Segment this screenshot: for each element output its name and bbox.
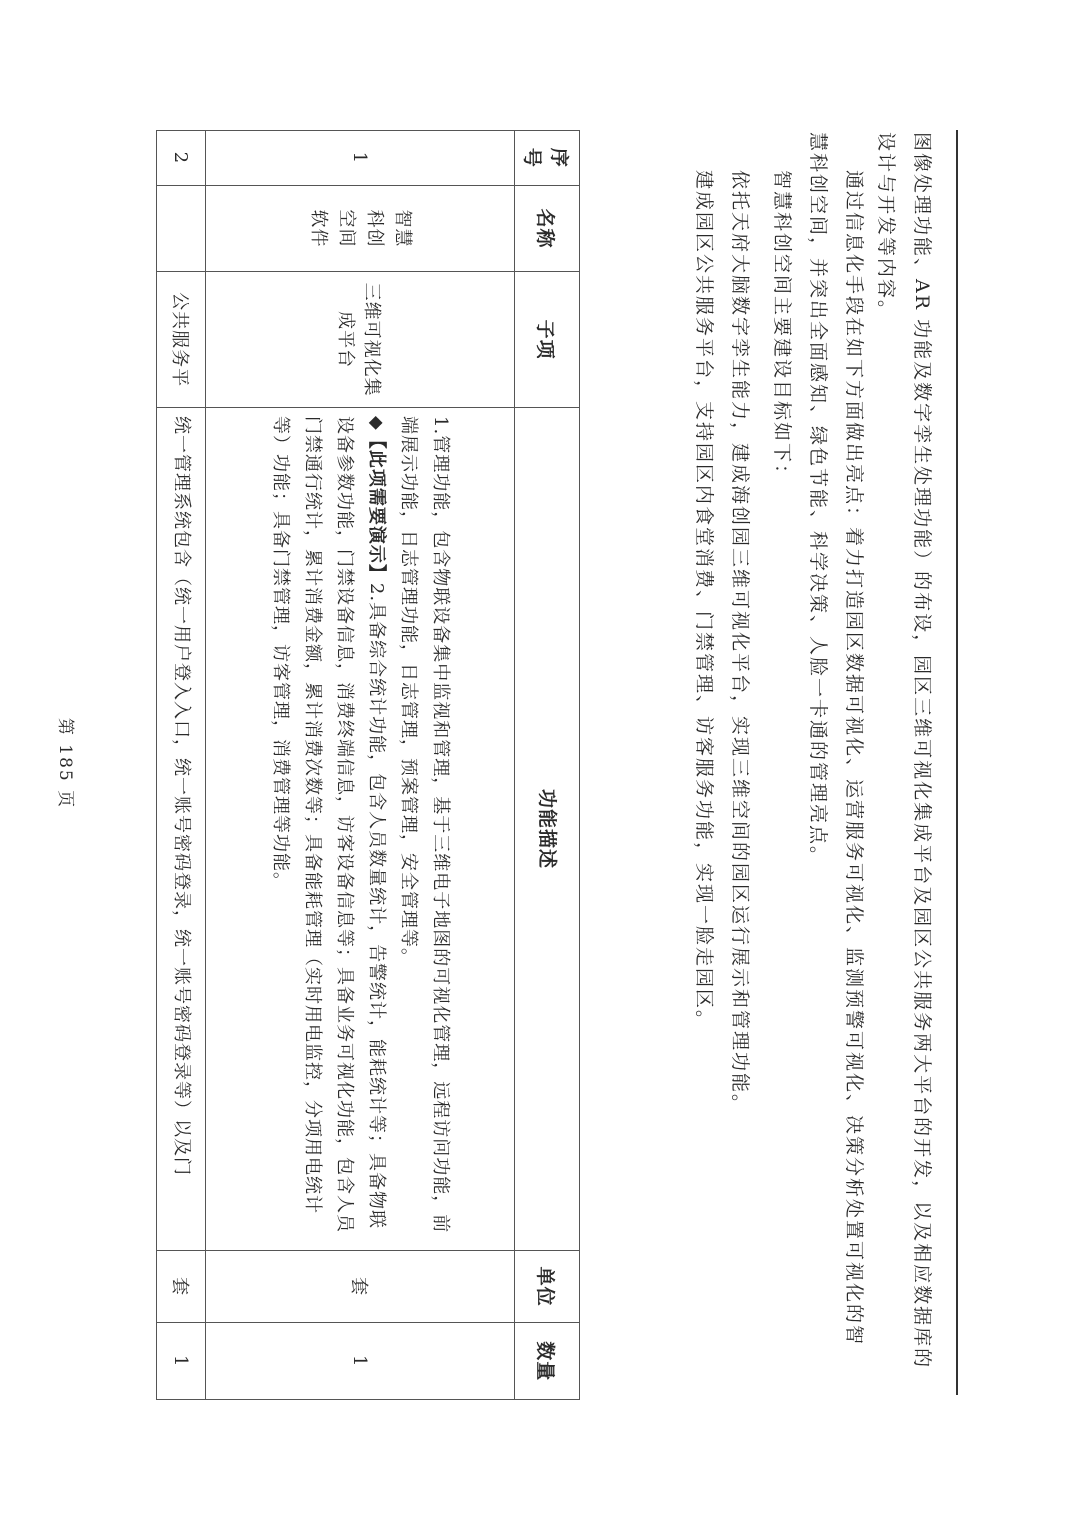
cell-unit: 套 bbox=[157, 1250, 206, 1323]
header-desc: 功能描述 bbox=[515, 408, 580, 1251]
header-sub: 子项 bbox=[515, 272, 580, 408]
paragraph-line: 慧科创空间，并突出全面感知、绿色节能、科学决策、人脸一卡通的管理亮点。 bbox=[807, 132, 829, 868]
name-line: 科创 bbox=[364, 209, 385, 248]
header-qty: 数量 bbox=[515, 1323, 580, 1400]
cell-desc bbox=[206, 408, 515, 1251]
desc-text: 2.具备综合统计功能，包含人员数量统计，告警统计，能耗统计等；具备物联设备参数功能，门禁设备信息，消费终端信息，访客设备信息等；具备业务可视化功能，包含人员门禁通行统计，累计消费金额，累计消费次数等；具备能耗管理（实时用电监控，分项用电统计等）功能；具备门禁管理，访客管理，消费管理等功能。 bbox=[270, 416, 387, 1234]
paragraph-line: 图像处理功能、AR 功能及数字孪生处理功能）的布设，园区三维可视化集成平台及园区公共服务两大平台的开发，以及相应数据库的 bbox=[911, 132, 933, 1370]
name-line: 软件 bbox=[308, 209, 329, 248]
cell-qty: 1 bbox=[157, 1323, 206, 1400]
name-line: 空间 bbox=[336, 209, 357, 248]
cell-qty: 1 bbox=[206, 1323, 515, 1400]
paragraph-line: 通过信息化手段在如下方面做出亮点：着力打造园区数据可视化、运营服务可视化、监测预警可视化、决策分析处置可视化的智 bbox=[843, 170, 865, 1347]
demo-marker: ◆【此项需要演示】 bbox=[366, 416, 387, 583]
spec-table bbox=[156, 130, 580, 1400]
cell-desc: 统一管理系统包含（统一用户登入入口，统一账号密码登录，统一账号密码登录等）以及门 bbox=[157, 408, 206, 1251]
paragraph-line: 智慧科创空间主要建设目标如下： bbox=[771, 170, 793, 486]
cell-unit: 套 bbox=[206, 1250, 515, 1323]
name-line: 智慧 bbox=[392, 209, 413, 248]
paragraph-intro bbox=[868, 132, 940, 1392]
paragraph-line: 建成园区公共服务平台，支持园区内食堂消费、门禁管理、访客服务功能，实现一脸走园区。 bbox=[693, 170, 715, 1032]
desc-text: 1.管理功能，包含物联设备集中监视和管理，基于三维电子地图的可视化管理，远程访问功能，前端展示功能，日志管理功能，日志管理，预案管理，安全管理等。 bbox=[398, 416, 451, 1234]
table-header-row bbox=[515, 131, 580, 1400]
cell-no: 1 bbox=[206, 131, 515, 186]
paragraph-line: 依托天府大脑数字孪生能力，建成海创园三维可视化平台，实现三维空间的园区运行展示和管理功能。 bbox=[729, 170, 751, 1116]
header-name: 名称 bbox=[515, 185, 580, 271]
cell-no: 2 bbox=[157, 131, 206, 186]
paragraph-goals-heading bbox=[764, 132, 800, 1392]
cell-name bbox=[206, 185, 515, 271]
page-number: 第 185 页 bbox=[55, 717, 75, 810]
cell-sub: 三维可视化集成平台 bbox=[206, 272, 515, 408]
paragraph-goals bbox=[686, 132, 758, 1392]
table-row bbox=[206, 131, 515, 1400]
header-unit: 单位 bbox=[515, 1250, 580, 1323]
paragraph-line: 设计与开发等内容。 bbox=[875, 132, 897, 322]
cell-sub: 公共服务平 bbox=[157, 272, 206, 408]
paragraph-highlights bbox=[800, 132, 872, 1392]
table-row bbox=[157, 131, 206, 1400]
cell-name bbox=[157, 185, 206, 271]
header-no: 序号 bbox=[515, 131, 580, 186]
header-rule bbox=[956, 130, 958, 1395]
